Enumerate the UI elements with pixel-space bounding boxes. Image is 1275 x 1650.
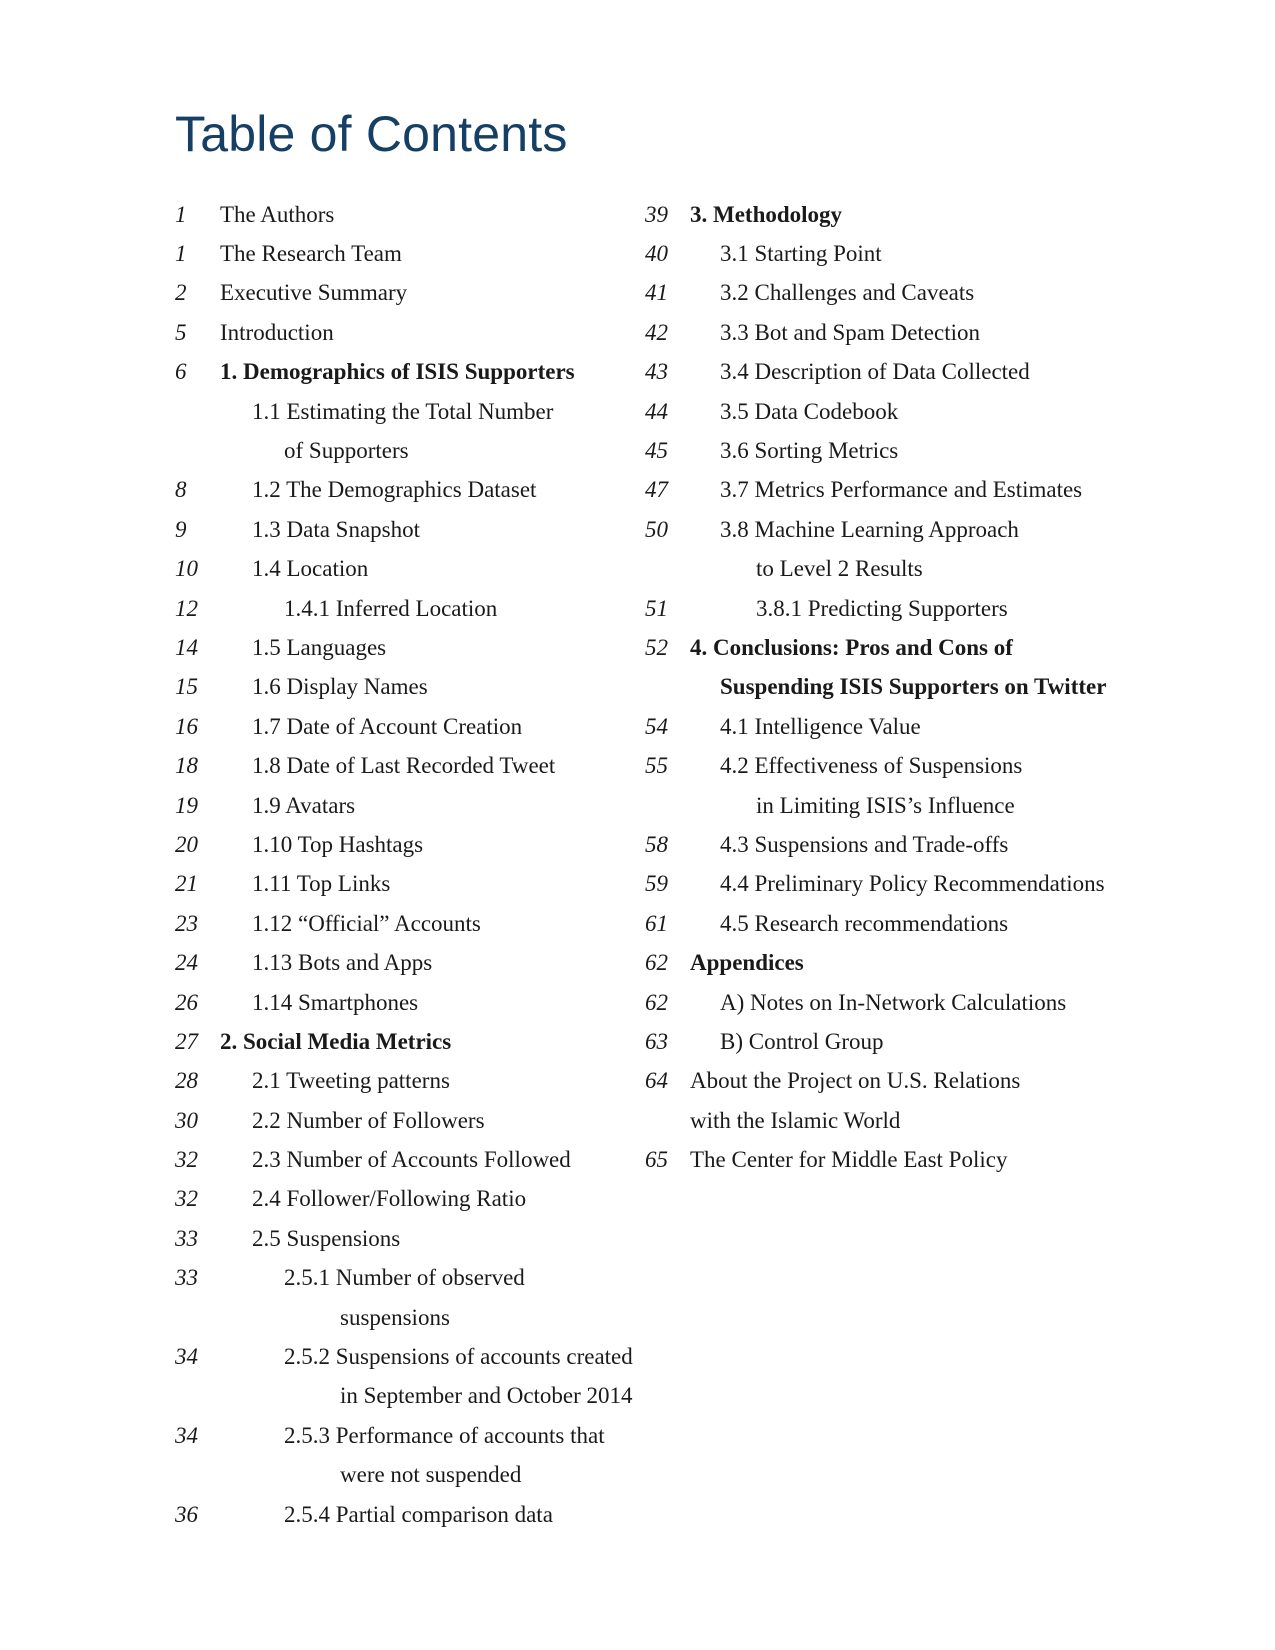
toc-page-number: 30 (175, 1107, 198, 1133)
toc-page-number: 34 (175, 1344, 198, 1370)
toc-entry (645, 234, 1115, 273)
toc-page-number: 47 (645, 477, 668, 503)
toc-entry-title: 3. Methodology (690, 201, 843, 227)
toc-entry-title: 2. Social Media Metrics (220, 1028, 452, 1054)
toc-left-column (175, 195, 645, 1534)
toc-entry (175, 983, 645, 1022)
toc-entry-title: in Limiting ISIS’s Influence (756, 792, 1015, 818)
toc-entry (645, 195, 1115, 234)
toc-entry-title: 1.9 Avatars (252, 792, 356, 818)
toc-entry (175, 1180, 645, 1219)
toc-page-number: 54 (645, 713, 668, 739)
toc-entry-title: in September and October 2014 (340, 1383, 633, 1409)
toc-page-number: 1 (175, 241, 187, 267)
toc-entry-title: 4.4 Preliminary Policy Recommendations (720, 871, 1105, 897)
toc-entry-title: 4.2 Effectiveness of Suspensions (720, 753, 1023, 779)
toc-entry (175, 471, 645, 510)
toc-page-number: 28 (175, 1068, 198, 1094)
toc-entry-title: 4.5 Research recommendations (720, 910, 1009, 936)
toc-page-number: 15 (175, 674, 198, 700)
toc-page-number: 43 (645, 359, 668, 385)
toc-page-number: 27 (175, 1028, 198, 1054)
toc-entry-title: 3.5 Data Codebook (720, 398, 899, 424)
toc-page-number: 34 (175, 1422, 198, 1448)
toc-entry (645, 628, 1115, 667)
toc-entry (175, 313, 645, 352)
toc-entry (175, 274, 645, 313)
toc-page-number: 42 (645, 319, 668, 345)
toc-entry (175, 865, 645, 904)
toc-entry (645, 904, 1115, 943)
toc-page-number: 12 (175, 595, 198, 621)
toc-entry-title: 2.5.2 Suspensions of accounts created (284, 1344, 633, 1370)
toc-entry-title: 3.2 Challenges and Caveats (720, 280, 975, 306)
toc-entry (645, 1101, 1115, 1140)
toc-entry-title: B) Control Group (720, 1028, 884, 1054)
toc-page-number: 18 (175, 753, 198, 779)
toc-entry (645, 1140, 1115, 1179)
toc-page-number: 16 (175, 713, 198, 739)
toc-page-number: 2 (175, 280, 187, 306)
toc-entry (175, 195, 645, 234)
toc-entry-title: 1.12 “Official” Accounts (252, 910, 481, 936)
toc-entry-title: Executive Summary (220, 280, 408, 306)
toc-entry-title: 1. Demographics of ISIS Supporters (220, 359, 575, 385)
toc-entry (175, 589, 645, 628)
toc-entry-title: 1.10 Top Hashtags (252, 831, 424, 857)
toc-page-number: 55 (645, 753, 668, 779)
toc-entry-title: 1.13 Bots and Apps (252, 950, 433, 976)
toc-entry (645, 1062, 1115, 1101)
toc-page-number: 40 (645, 241, 668, 267)
toc-page-number: 1 (175, 201, 187, 227)
toc-entry-title: Suspending ISIS Supporters on Twitter (720, 674, 1107, 700)
toc-entry-title: 4. Conclusions: Pros and Cons of (690, 634, 1013, 660)
toc-entry-title: 1.7 Date of Account Creation (252, 713, 523, 739)
toc-page-number: 33 (175, 1225, 198, 1251)
toc-entry (175, 1298, 645, 1337)
toc-page-number: 9 (175, 516, 187, 542)
toc-entry (175, 943, 645, 982)
toc-entry (175, 353, 645, 392)
toc-entry-title: 3.6 Sorting Metrics (720, 438, 899, 464)
toc-page-number: 6 (175, 359, 187, 385)
toc-entry (175, 1416, 645, 1455)
toc-entry-title: 1.8 Date of Last Recorded Tweet (252, 753, 556, 779)
toc-entry (175, 550, 645, 589)
toc-page-number: 62 (645, 989, 668, 1015)
toc-entry-title: 3.1 Starting Point (720, 241, 882, 267)
toc-entry (645, 668, 1115, 707)
toc-entry (175, 1259, 645, 1298)
toc-entry-title: 2.5.1 Number of observed (284, 1265, 525, 1291)
toc-entry (175, 628, 645, 667)
toc-page-number: 62 (645, 950, 668, 976)
toc-entry (645, 353, 1115, 392)
toc-entry-title: 3.3 Bot and Spam Detection (720, 319, 980, 345)
toc-entry-title: with the Islamic World (690, 1107, 901, 1133)
toc-entry-title: 2.3 Number of Accounts Followed (252, 1147, 571, 1173)
toc-page-number: 19 (175, 792, 198, 818)
toc-entry-title: 1.2 The Demographics Dataset (252, 477, 537, 503)
toc-page-number: 39 (645, 201, 668, 227)
toc-page-number: 33 (175, 1265, 198, 1291)
toc-entry-title: 1.1 Estimating the Total Number (252, 398, 554, 424)
toc-entry (645, 431, 1115, 470)
toc-entry-title: 1.11 Top Links (252, 871, 391, 897)
toc-page-number: 23 (175, 910, 198, 936)
toc-entry (175, 1377, 645, 1416)
toc-entry-title: 3.7 Metrics Performance and Estimates (720, 477, 1083, 503)
toc-entry (175, 392, 645, 431)
toc-entry (175, 1495, 645, 1534)
toc-entry-title: 2.4 Follower/Following Ratio (252, 1186, 527, 1212)
toc-entry-title: 1.14 Smartphones (252, 989, 419, 1015)
toc-entry (645, 865, 1115, 904)
toc-entry (175, 1101, 645, 1140)
toc-entry (175, 1022, 645, 1061)
toc-entry (645, 707, 1115, 746)
toc-entry-title: The Center for Middle East Policy (690, 1147, 1008, 1173)
page-title: Table of Contents (175, 106, 568, 162)
toc-entry (175, 1337, 645, 1376)
toc-entry (175, 746, 645, 785)
toc-page-number: 8 (175, 477, 187, 503)
toc-entry-title: 2.5.3 Performance of accounts that (284, 1422, 605, 1448)
toc-entry-title: Introduction (220, 319, 334, 345)
toc-entry (645, 510, 1115, 549)
toc-page-number: 59 (645, 871, 668, 897)
toc-entry (645, 274, 1115, 313)
toc-entry (175, 707, 645, 746)
toc-page-number: 26 (175, 989, 198, 1015)
toc-page-number: 45 (645, 438, 668, 464)
toc-entry-title: 4.3 Suspensions and Trade-offs (720, 831, 1009, 857)
toc-entry (645, 589, 1115, 628)
toc-entry (645, 943, 1115, 982)
toc-entry-title: 2.5.4 Partial comparison data (284, 1501, 553, 1527)
toc-page-number: 36 (175, 1501, 198, 1527)
toc-entry (175, 1219, 645, 1258)
toc-entry-title: 3.4 Description of Data Collected (720, 359, 1030, 385)
toc-entry (175, 1062, 645, 1101)
toc-entry (645, 746, 1115, 785)
toc-page-number: 41 (645, 280, 668, 306)
toc-page-number: 44 (645, 398, 668, 424)
toc-entry-title: 1.4.1 Inferred Location (284, 595, 498, 621)
toc-page-number: 32 (175, 1186, 198, 1212)
toc-entry (175, 825, 645, 864)
toc-entry (645, 550, 1115, 589)
toc-entry-title: suspensions (340, 1304, 450, 1330)
toc-page-number: 65 (645, 1147, 668, 1173)
toc-page-number: 52 (645, 634, 668, 660)
toc-page-number: 20 (175, 831, 198, 857)
toc-entry-title: to Level 2 Results (756, 556, 923, 582)
toc-entry-title: were not suspended (340, 1462, 522, 1488)
toc-page-number: 21 (175, 871, 198, 897)
toc-entry (175, 431, 645, 470)
toc-entry (645, 786, 1115, 825)
toc-entry (175, 510, 645, 549)
toc-page-number: 32 (175, 1147, 198, 1173)
toc-entry-title: 1.4 Location (252, 556, 369, 582)
toc-entry-title: of Supporters (284, 438, 409, 464)
toc-page-number: 58 (645, 831, 668, 857)
toc-page-number: 51 (645, 595, 668, 621)
toc-entry (645, 983, 1115, 1022)
toc-entry (645, 313, 1115, 352)
toc-entry-title: 1.5 Languages (252, 634, 387, 660)
toc-entry-title: 3.8.1 Predicting Supporters (756, 595, 1008, 621)
toc-entry-title: 2.5 Suspensions (252, 1225, 401, 1251)
toc-entry (645, 1022, 1115, 1061)
toc-entry-title: 2.1 Tweeting patterns (252, 1068, 450, 1094)
toc-entry (175, 234, 645, 273)
toc-page-number: 64 (645, 1068, 668, 1094)
toc-entry-title: A) Notes on In-Network Calculations (720, 989, 1067, 1015)
toc-entry (175, 786, 645, 825)
toc-entry-title: 3.8 Machine Learning Approach (720, 516, 1019, 542)
toc-entry (645, 825, 1115, 864)
toc-page-number: 24 (175, 950, 198, 976)
toc-entry (175, 1456, 645, 1495)
toc-entry-title: Appendices (690, 950, 804, 976)
toc-page-number: 14 (175, 634, 198, 660)
toc-entry-title: 4.1 Intelligence Value (720, 713, 921, 739)
toc-entry (175, 668, 645, 707)
toc-entry-title: 1.3 Data Snapshot (252, 516, 421, 542)
toc-right-column (645, 195, 1115, 1180)
toc-entry-title: About the Project on U.S. Relations (690, 1068, 1021, 1094)
toc-page-number: 5 (175, 319, 187, 345)
toc-page-number: 50 (645, 516, 668, 542)
toc-page-number: 10 (175, 556, 198, 582)
toc-entry-title: 1.6 Display Names (252, 674, 428, 700)
toc-entry-title: The Research Team (220, 241, 402, 267)
toc-entry (175, 904, 645, 943)
toc-page-number: 61 (645, 910, 668, 936)
toc-entry (645, 392, 1115, 431)
toc-entry (645, 471, 1115, 510)
toc-entry (175, 1140, 645, 1179)
toc-page-number: 63 (645, 1028, 668, 1054)
toc-entry-title: The Authors (220, 201, 335, 227)
toc-entry-title: 2.2 Number of Followers (252, 1107, 485, 1133)
